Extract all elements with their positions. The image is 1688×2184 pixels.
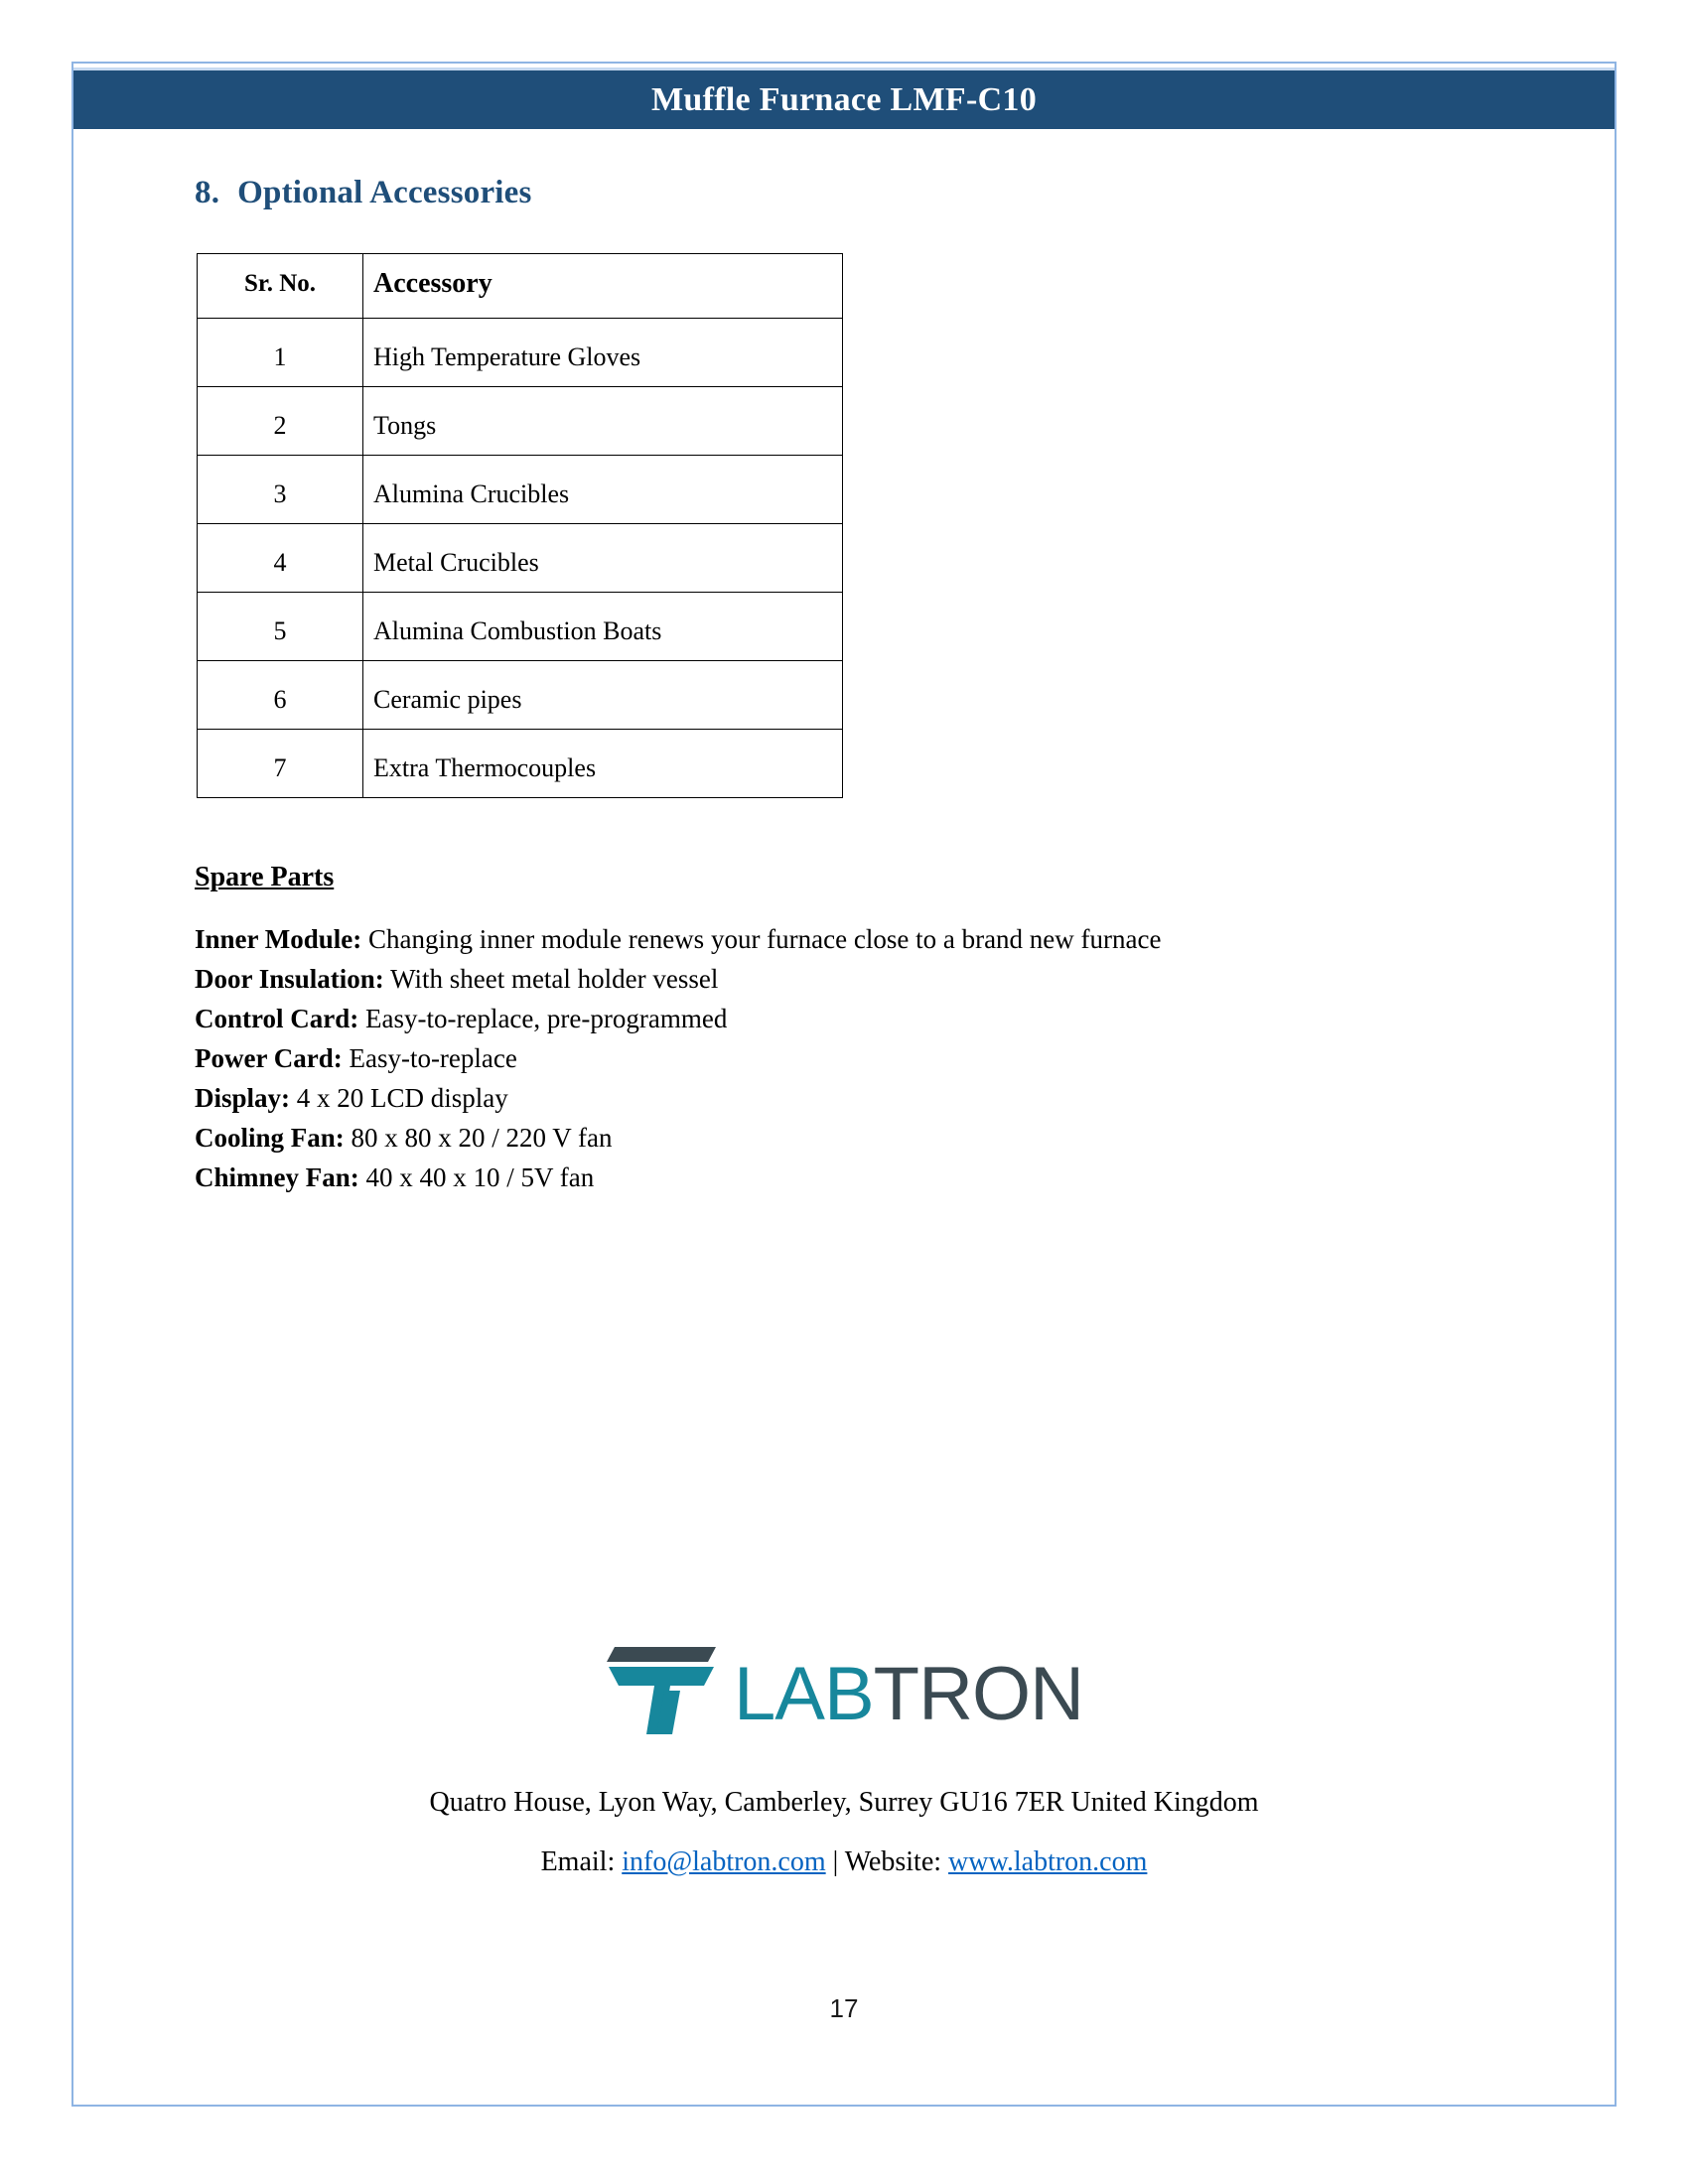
- spare-part-value: 4 x 20 LCD display: [296, 1083, 508, 1113]
- logo-text-lab: LAB: [734, 1652, 874, 1736]
- spare-part-item: [195, 999, 1505, 1038]
- document-header-band: [73, 68, 1615, 129]
- spare-part-label: Cooling Fan:: [195, 1123, 345, 1153]
- table-row: [198, 661, 843, 730]
- cell-accessory: Alumina Crucibles: [363, 456, 843, 524]
- cell-accessory: Tongs: [363, 387, 843, 456]
- cell-accessory: Ceramic pipes: [363, 661, 843, 730]
- spare-part-item: [195, 1118, 1505, 1158]
- cell-accessory: Alumina Combustion Boats: [363, 593, 843, 661]
- footer-address: Quatro House, Lyon Way, Camberley, Surrey GU16 7ER United Kingdom: [429, 1787, 1259, 1818]
- column-header-sr-no: Sr. No.: [198, 254, 363, 319]
- spare-part-value: 40 x 40 x 10 / 5V fan: [365, 1162, 595, 1192]
- cell-sr-no: 3: [198, 456, 363, 524]
- optional-accessories-table: [197, 253, 843, 798]
- cell-accessory: High Temperature Gloves: [363, 319, 843, 387]
- spare-part-label: Chimney Fan:: [195, 1162, 359, 1192]
- spare-parts-heading: Spare Parts: [195, 862, 335, 892]
- labtron-tt-mark-icon: [605, 1643, 720, 1738]
- spare-part-value: Easy-to-replace: [349, 1043, 517, 1073]
- cell-sr-no: 6: [198, 661, 363, 730]
- table-row: [198, 730, 843, 798]
- cell-sr-no: 4: [198, 524, 363, 593]
- spare-part-value: Easy-to-replace, pre-programmed: [365, 1004, 728, 1033]
- cell-accessory: Extra Thermocouples: [363, 730, 843, 798]
- footer-contact-line: [0, 1846, 1688, 1878]
- logo-wordmark: [734, 1652, 1083, 1736]
- email-link[interactable]: info@labtron.com: [622, 1846, 826, 1877]
- table-header-row: [198, 254, 843, 319]
- spare-part-item: [195, 1078, 1505, 1118]
- cell-sr-no: 5: [198, 593, 363, 661]
- cell-sr-no: 7: [198, 730, 363, 798]
- logo-text-tron: TRON: [873, 1652, 1083, 1736]
- column-header-accessory: Accessory: [363, 254, 843, 319]
- section-number: 8.: [195, 175, 220, 210]
- document-footer: [0, 1787, 1688, 1878]
- page-title: Muffle Furnace LMF-C10: [650, 80, 1038, 118]
- company-logo: [0, 1643, 1688, 1738]
- cell-sr-no: 2: [198, 387, 363, 456]
- spare-part-item: [195, 1158, 1505, 1197]
- table-row: [198, 319, 843, 387]
- spare-part-value: With sheet metal holder vessel: [390, 964, 719, 994]
- table-row: [198, 593, 843, 661]
- cell-sr-no: 1: [198, 319, 363, 387]
- page-content: [195, 175, 1505, 1197]
- contact-separator: |: [832, 1846, 839, 1877]
- table-row: [198, 456, 843, 524]
- spare-part-label: Door Insulation:: [195, 964, 384, 994]
- spare-part-value: 80 x 80 x 20 / 220 V fan: [351, 1123, 613, 1153]
- email-label: Email:: [540, 1846, 616, 1877]
- table-row: [198, 524, 843, 593]
- spare-part-item: [195, 1038, 1505, 1078]
- spare-part-label: Display:: [195, 1083, 291, 1113]
- page-number: 17: [829, 1993, 859, 2023]
- spare-part-item: [195, 919, 1505, 959]
- cell-accessory: Metal Crucibles: [363, 524, 843, 593]
- website-link[interactable]: www.labtron.com: [948, 1846, 1148, 1877]
- spare-part-label: Power Card:: [195, 1043, 343, 1073]
- spare-part-value: Changing inner module renews your furnace close to a brand new furnace: [368, 924, 1162, 954]
- spare-part-label: Control Card:: [195, 1004, 359, 1033]
- spare-parts-list: [195, 919, 1505, 1197]
- website-label: Website:: [844, 1846, 942, 1877]
- table-row: [198, 387, 843, 456]
- spare-part-label: Inner Module:: [195, 924, 362, 954]
- spare-part-item: [195, 959, 1505, 999]
- section-heading: [195, 175, 1505, 211]
- section-title: Optional Accessories: [237, 175, 532, 210]
